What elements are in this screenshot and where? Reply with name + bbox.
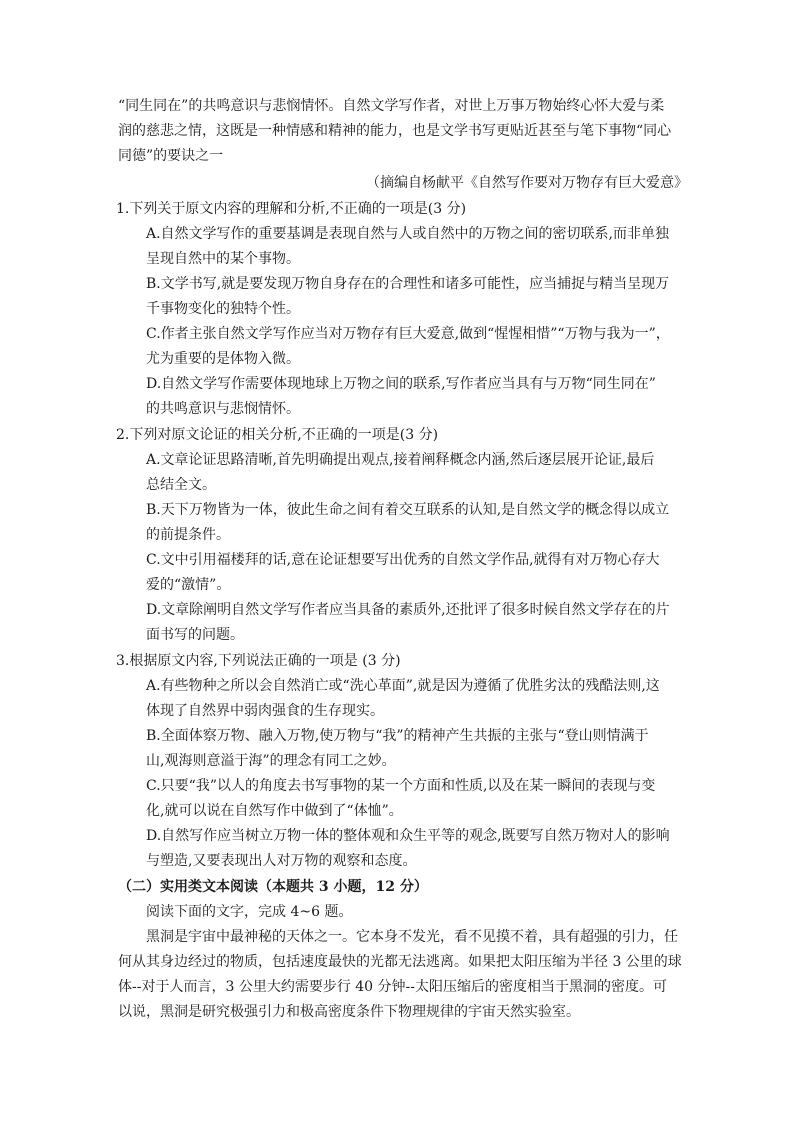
intro-line: “同生同在”的共鸣意识与悲悯情怀。自然文学写作者，对世上万事万物始终心怀大爱与柔	[118, 98, 665, 114]
option-line: 千事物变化的独特个性。	[146, 301, 300, 317]
question-stem: 2.下列对原文论证的相关分析,不正确的一项是(3 分)	[116, 427, 439, 443]
question-stem: 3.根据原文内容,下列说法正确的一项是 (3 分)	[116, 653, 401, 669]
option-line: C.只要“我”以人的角度去书写事物的某一个方面和性质,以及在某一瞬间的表现与变	[146, 778, 656, 794]
option-line: B.全面体察万物、融入万物,使万物与“我”的精神产生共振的主张与“登山则情满于	[146, 728, 649, 744]
option-line: C.作者主张自然文学写作应当对万物存有巨大爱意,做到“惺惺相惜”“万物与我为一”，	[146, 326, 670, 342]
option-c	[118, 548, 688, 598]
option-b	[118, 724, 688, 774]
intro-line: 润的慈悲之情，这既是一种情感和精神的能力，也是文学书写更贴近甚至与笔下事物“同心	[118, 123, 672, 139]
option-line: D.自然写作应当树立万物一体的整体观和众生平等的观念,既要写自然万物对人的影响	[146, 828, 670, 844]
option-line: B.天下万物皆为一体，彼此生命之间有着交互联系的认知,是自然文学的概念得以成立	[146, 502, 670, 518]
option-line: D.文章除阐明自然文学写作者应当具备的素质外,还批评了很多时候自然文学存在的片	[146, 602, 670, 618]
section-instruction: 阅读下面的文字，完成 4~6 题。	[146, 904, 353, 920]
option-c	[118, 774, 688, 824]
question-3	[118, 649, 688, 874]
option-line: 尤为重要的是体物入微。	[146, 351, 300, 367]
reading-paragraph	[118, 925, 688, 1025]
option-line: 面书写的问题。	[146, 627, 244, 643]
section-heading: （二）实用类文本阅读（本题共 3 小题，12 分）	[118, 879, 428, 895]
intro-line: 同德”的要诀之一	[118, 148, 224, 164]
option-line: 山,观海则意溢于海”的理念有同工之妙。	[146, 753, 396, 769]
option-d	[118, 598, 688, 648]
option-line: 的共鸣意识与悲悯情怀。	[146, 401, 300, 417]
paragraph-line: 何从其身边经过的物质，包括速度最快的光都无法逃离。如果把太阳压缩为半径 3 公里的球	[118, 954, 682, 970]
option-line: 与塑造,又要表现出人对万物的观察和态度。	[146, 853, 417, 869]
question-2	[118, 423, 688, 648]
option-a	[118, 222, 688, 272]
option-d	[118, 372, 688, 422]
option-a	[118, 674, 688, 724]
question-stem: 1.下列关于原文内容的理解和分析,不正确的一项是(3 分)	[116, 201, 467, 217]
option-line: B.文学书写,就是要发现万物自身存在的合理性和诸多可能性，应当捕捉与精当呈现万	[146, 276, 670, 292]
option-line: A.文章论证思路清晰,首先明确提出观点,接着阐释概念内涵,然后逐层展开论证,最后	[146, 452, 655, 468]
option-line: 总结全文。	[146, 477, 216, 493]
option-line: 呈现自然中的某个事物。	[146, 251, 300, 267]
paragraph-line: 体--对于人而言，3 公里大约需要步行 40 分钟--太阳压缩后的密度相当于黑洞的密度。可	[118, 979, 667, 995]
option-b	[118, 498, 688, 548]
source-citation: （摘编自杨献平《自然写作要对万物存有巨大爱意》	[366, 175, 688, 191]
option-line: D.自然文学写作需要体现地球上万物之间的联系,写作者应当具有与万物“同生同在”	[146, 376, 656, 392]
option-line: A.有些物种之所以会自然消亡或“洗心革面”,就是因为遵循了优胜劣汰的残酷法则,这	[146, 678, 660, 694]
option-d	[118, 824, 688, 874]
option-line: 的前提条件。	[146, 527, 230, 543]
option-line: A.自然文学写作的重要基调是表现自然与人或自然中的万物之间的密切联系,而非单独	[146, 226, 670, 242]
option-a	[118, 448, 688, 498]
option-line: 体现了自然界中弱肉强食的生存现实。	[146, 703, 384, 719]
paragraph-line: 以说，黑洞是研究极强引力和极高密度条件下物理规律的宇宙天然实验室。	[118, 1004, 580, 1020]
question-1	[118, 197, 688, 422]
option-b	[118, 272, 688, 322]
paragraph-line: 黑洞是宇宙中最神秘的天体之一。它本身不发光，看不见摸不着，具有超强的引力，任	[146, 929, 678, 945]
option-c	[118, 322, 688, 372]
document-page	[118, 94, 688, 1025]
option-line: 爱的“激情”。	[146, 577, 231, 593]
option-line: C.文中引用福楼拜的话,意在论证想要写出优秀的自然文学作品,就得有对万物心存大	[146, 552, 660, 568]
option-line: 化,就可以说在自然写作中做到了“体恤”。	[146, 803, 403, 819]
intro-paragraph	[118, 94, 688, 169]
